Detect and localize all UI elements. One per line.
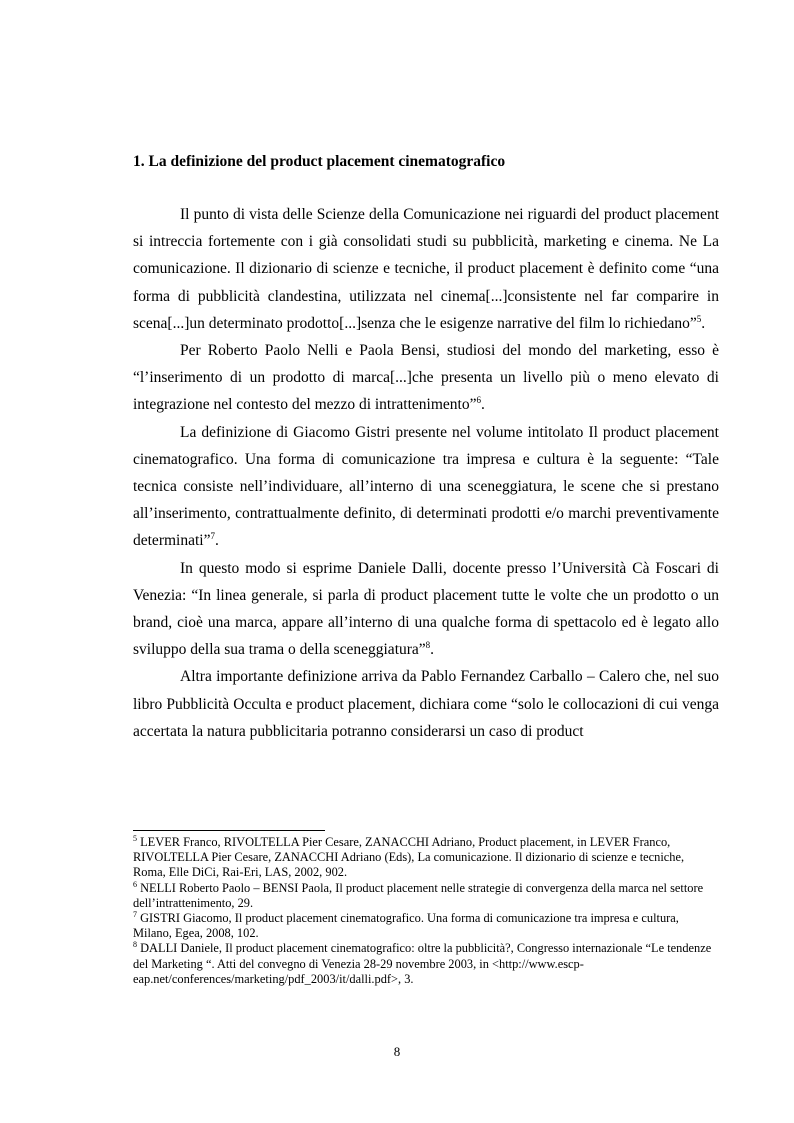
paragraph: Per Roberto Paolo Nelli e Paola Bensi, studiosi del mondo del marketing, esso è “l’inserimento di un prodotto di marca[...]che presenta un livello più o meno elevato di integrazione nel contesto del mezzo di intrattenimento”$^6$. <box>133 342 719 414</box>
paragraph-text: In questo modo si esprime Daniele Dalli, docente presso l’Università Cà Foscari di Venezia: “In linea generale, si parla di product placement tutte le volte che un prodotto o un brand, cioè una marca, appare all’interno di una qualche forma di spettacolo ed è legato allo sviluppo della sua trama o della sceneggiatura” <box>133 559 719 659</box>
footnote-ref[interactable]: 6 <box>476 395 481 406</box>
footnote <box>133 941 719 987</box>
paragraph: La definizione di Giacomo Gistri presente nel volume intitolato Il product placement cinematografico. Una forma di comunicazione tra impresa e cultura è la seguente: “Tale tecnica consiste nell’individuare, all’interno di una sceneggiatura, le scene che si prestano all’inserimento, contrattualmente definito, di determinati prodotti e/o marchi preventivamente determinati”$^7$. <box>133 423 719 550</box>
paragraph-text: La definizione di Giacomo Gistri presente nel volume intitolato Il product placement cinematografico. Una forma di comunicazione tra impresa e cultura è la seguente: “Tale tecnica consiste nell’individuare, all’interno di una sceneggiatura, le scene che si prestano all’inserimento, contrattualmente definito, di determinati prodotti e/o marchi preventivamente determinati” <box>133 423 719 550</box>
footnote-text: LEVER Franco, RIVOLTELLA Pier Cesare, ZANACCHI Adriano, Product placement, in LEVER Franco, RIVOLTELLA Pier Cesare, ZANACCHI Adriano (Eds), La comunicazione. Il dizionario di scienze e tecniche, Roma, Elle DiCi, Rai-Eri, LAS, 2002, 902. <box>133 835 685 880</box>
footnote <box>133 835 719 881</box>
body-text <box>133 201 719 745</box>
footnote <box>133 911 719 941</box>
footnotes <box>133 835 719 987</box>
paragraph: Il punto di vista delle Scienze della Comunicazione nei riguardi del product placement si intreccia fortemente con i già consolidati studi su pubblicità, marketing e cinema. Ne La comunicazione. Il dizionario di scienze e tecniche, il product placement è definito come “una forma di pubblicità clandestina, utilizzata nel cinema[...]consistente nel far comparire in scena[...]un determinato prodotto[...]senza che le esigenze narrative del film lo richiedano”$^5$. <box>133 206 719 332</box>
footnote-number: 8 <box>133 940 137 950</box>
paragraph-text: Per Roberto Paolo Nelli e Paola Bensi, studiosi del mondo del marketing, esso è “l’inserimento di un prodotto di marca[...]che presenta un livello più o meno elevato di integrazione nel contesto del mezzo di intrattenimento” <box>133 342 719 414</box>
footnote-number: 6 <box>133 879 137 889</box>
footnote-number: 5 <box>133 833 137 843</box>
footnote-ref[interactable]: 5 <box>696 313 702 324</box>
footnote-separator <box>133 830 325 831</box>
footnote-text: GISTRI Giacomo, Il product placement cinematografico. Una forma di comunicazione tra impresa e cultura, Milano, Egea, 2008, 102. <box>133 911 679 941</box>
footnote-text: NELLI Roberto Paolo – BENSI Paola, Il product placement nelle strategie di convergenza della marca nel settore dell’intrattenimento, 29. <box>133 880 704 910</box>
page-number: 8 <box>393 1044 401 1059</box>
footnote <box>133 881 719 911</box>
footnote-ref[interactable]: 8 <box>425 640 431 651</box>
paragraph <box>133 663 719 745</box>
paragraph-text: Il punto di vista delle Scienze della Comunicazione nei riguardi del product placement si intreccia fortemente con i già consolidati studi su pubblicità, marketing e cinema. Ne La comunicazione. Il dizionario di scienze e tecniche, il product placement è definito come “una forma di pubblicità clandestina, utilizzata nel cinema[...]consistente nel far comparire in scena[...]un determinato prodotto[...]senza che le esigenze narrative del film lo richiedano” <box>133 206 719 332</box>
footnote-text: DALLI Daniele, Il product placement cinematografico: oltre la pubblicità?, Congresso internazionale “Le tendenze del Marketing “. Atti del convegno di Venezia 28-29 novembre 2003, in <http://www.escp-eap.net/conferences/marketing/pdf_2003/it/dalli.pdf>, 3. <box>133 941 712 986</box>
paragraph: In questo modo si esprime Daniele Dalli, docente presso l’Università Cà Foscari di Venezia: “In linea generale, si parla di product placement tutte le volte che un prodotto o un brand, cioè una marca, appare all’interno di una qualche forma di spettacolo ed è legato allo sviluppo della sua trama o della sceneggiatura”$^8$. <box>133 559 719 659</box>
footnote-number: 7 <box>133 909 137 919</box>
footnote-ref[interactable]: 7 <box>210 531 215 542</box>
paragraph-text: Altra importante definizione arriva da Pablo Fernandez Carballo – Calero che, nel suo libro Pubblicità Occulta e product placement, dichiara come “solo le collocazioni di cui venga accertata la natura pubblicitaria potranno considerarsi un caso di product <box>133 668 719 740</box>
section-heading: 1. La definizione del product placement cinematografico <box>133 153 506 170</box>
